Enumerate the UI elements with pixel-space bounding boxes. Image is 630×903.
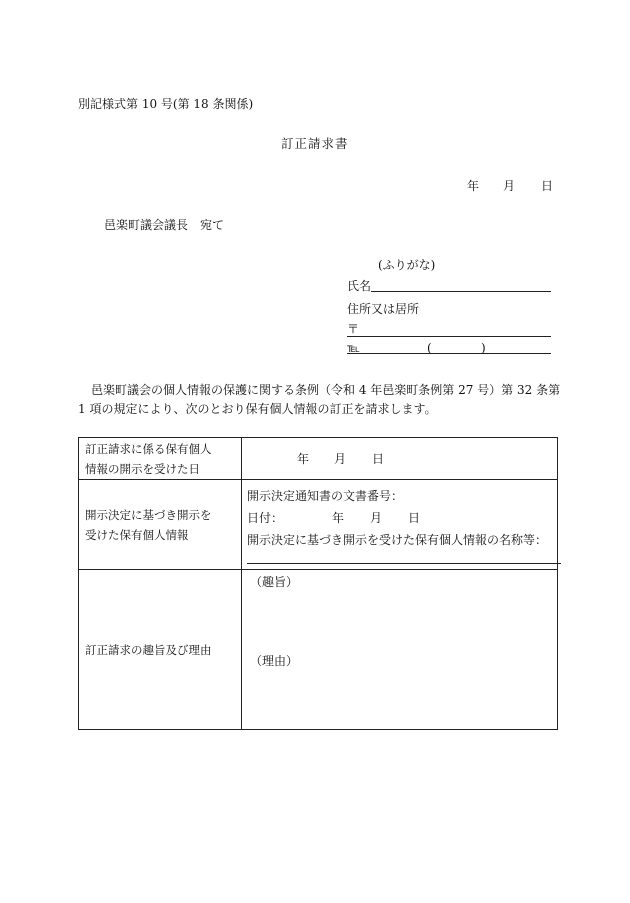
disclosure-day-label: 日	[372, 451, 385, 466]
body-line-1: 邑楽町議会の個人情報の保護に関する条例（令和 4 年邑楽町条例第 27 号）第 32 条第	[91, 383, 561, 397]
postal-mark: 〒	[347, 322, 360, 336]
disclosure-month-label: 月	[334, 451, 347, 466]
doc-date-label: 日付：	[247, 511, 284, 525]
info-name-label: 開示決定に基づき開示を受けた保有個人情報の名称等：	[247, 533, 548, 547]
body-line-2: 1 項の規定により、次のとおり保有個人情報の訂正を請求します。	[78, 402, 437, 416]
name-label: 氏名	[347, 279, 372, 293]
reason-label: （理由）	[250, 654, 299, 668]
disclosure-date-value[interactable]	[242, 438, 558, 480]
tel-field[interactable]	[347, 353, 551, 354]
table-row-disclosed-info	[79, 480, 558, 570]
address-field[interactable]	[347, 336, 551, 337]
tel-paren-open: (	[427, 341, 432, 355]
disclosure-date-label-line2: 情報の開示を受けた日	[85, 461, 200, 476]
addressee: 邑楽町議会議長 宛て	[104, 218, 225, 232]
purpose-label: （趣旨）	[250, 575, 299, 589]
doc-month-label: 月	[370, 511, 383, 525]
doc-day-label: 日	[408, 511, 421, 525]
info-name-field[interactable]	[247, 563, 561, 564]
form-number: 別記様式第 10 号(第 18 条関係)	[78, 97, 254, 111]
doc-year-label: 年	[332, 511, 345, 525]
disclosed-info-label	[79, 480, 242, 570]
disclosed-info-label-line2: 受けた保有個人情報	[85, 527, 189, 542]
table-row-purpose-reason	[79, 570, 558, 730]
disclosure-date-label-line1: 訂正請求に係る保有個人	[85, 441, 212, 456]
tel-paren-close: )	[481, 341, 486, 355]
address-label: 住所又は居所	[347, 302, 420, 316]
tel-mark: ℡	[347, 341, 360, 355]
purpose-reason-label: 訂正請求の趣旨及び理由	[79, 570, 242, 730]
name-field[interactable]	[371, 291, 551, 292]
disclosed-info-label-line1: 開示決定に基づき開示を	[85, 507, 212, 522]
disclosure-date-label	[79, 438, 242, 480]
doc-number-label: 開示決定通知書の文書番号：	[247, 489, 404, 503]
furigana-label: (ふりがな)	[378, 258, 436, 272]
date-day-label: 日	[541, 179, 554, 193]
date-year-label: 年	[467, 179, 480, 193]
purpose-reason-value[interactable]	[242, 570, 558, 730]
table-row-disclosure-date	[79, 438, 558, 480]
form-title: 訂正請求書	[281, 136, 349, 151]
request-table	[78, 437, 558, 730]
disclosure-year-label: 年	[297, 451, 310, 466]
disclosed-info-value[interactable]	[242, 480, 558, 570]
date-month-label: 月	[503, 179, 516, 193]
